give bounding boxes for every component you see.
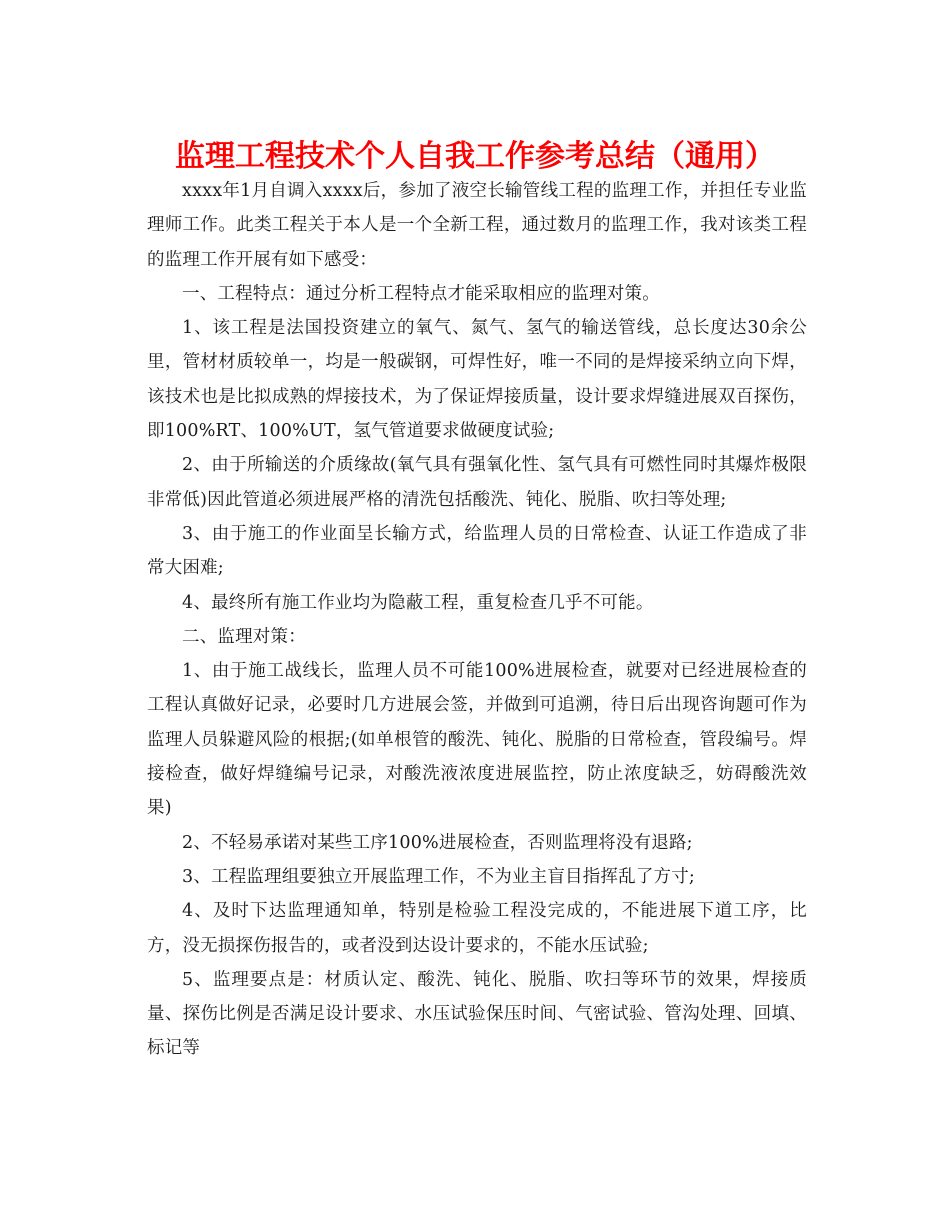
paragraph: 4、最终所有施工作业均为隐蔽工程，重复检查几乎不可能。	[182, 592, 654, 613]
paragraph: 1、由于施工战线长，监理人员不可能100%进展检查，就要对已经进展检查的工程认真做好记录，必要时几方进展会签，并做到可追溯，待日后出现咨询题可作为监理人员躲避风险的根据;(如单根管的酸洗、钝化、脱脂的日常检查，管段编号。焊接检查，做好焊缝编号记录，对酸洗液浓度进展监控，防止浓度缺乏，妨碍酸洗效果)	[147, 661, 807, 819]
document-body	[147, 174, 807, 1066]
paragraph: xxxx年1月自调入xxxx后，参加了液空长输管线工程的监理工作，并担任专业监理师工作。此类工程关于本人是一个全新工程，通过数月的监理工作，我对该类工程的监理工作开展有如下感受：	[147, 181, 807, 270]
paragraph: 5、监理要点是：材质认定、酸洗、钝化、脱脂、吹扫等环节的效果，焊接质量、探伤比例是否满足设计要求、水压试验保压时间、气密试验、管沟处理、回填、标记等	[147, 969, 807, 1059]
paragraph: 3、由于施工的作业面呈长输方式，给监理人员的日常检查、认证工作造成了非常大困难;	[147, 523, 807, 579]
paragraph: 4、及时下达监理通知单，特别是检验工程没完成的，不能进展下道工序，比方，没无损探伤报告的，或者没到达设计要求的，不能水压试验;	[147, 901, 807, 956]
paragraph: 一、工程特点：通过分析工程特点才能采取相应的监理对策。	[182, 283, 660, 304]
paragraph: 1、该工程是法国投资建立的氧气、氮气、氢气的输送管线，总长度达30余公里，管材材质较单一，均是一般碳钢，可焊性好，唯一不同的是焊接采纳立向下焊，该技术也是比拟成熟的焊接技术，为了保证焊接质量，设计要求焊缝进展双百探伤，即100%RT、100%UT，氢气管道要求做硬度试验;	[147, 318, 807, 442]
document-title: 监理工程技术个人自我工作参考总结（通用）	[175, 139, 775, 174]
paragraph: 2、由于所输送的介质缘故(氧气具有强氧化性、氢气具有可燃性同时其爆炸极限非常低)因此管道必须进展严格的清洗包括酸洗、钝化、脱脂、吹扫等处理;	[147, 455, 807, 510]
paragraph: 3、工程监理组要独立开展监理工作，不为业主盲目指挥乱了方寸;	[182, 866, 696, 887]
paragraph: 2、不轻易承诺对某些工序100%进展检查，否则监理将没有退路;	[182, 832, 693, 853]
paragraph: 二、监理对策：	[182, 626, 306, 647]
